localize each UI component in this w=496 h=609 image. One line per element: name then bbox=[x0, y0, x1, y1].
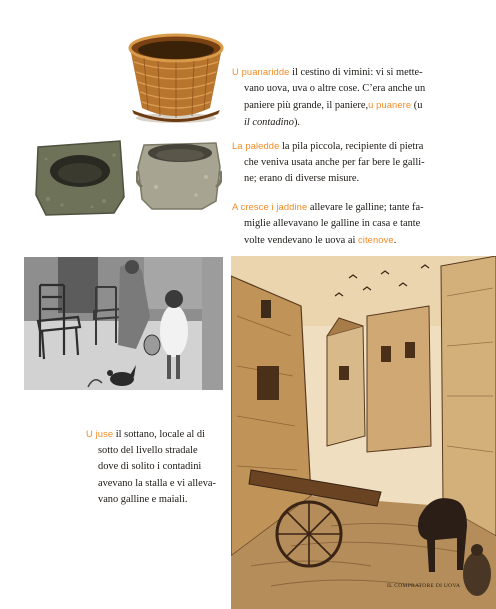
glossary-italic: il contadino bbox=[244, 116, 294, 128]
glossary-term: citenove bbox=[357, 234, 394, 246]
glossary-text: . bbox=[393, 235, 397, 247]
glossary-term: A cresce i jaddine bbox=[232, 201, 308, 212]
glossary-text-line: il sottano, locale al di bbox=[115, 429, 205, 440]
glossary-text-line: paniere più grande, il paniere, bbox=[244, 100, 369, 112]
girl-with-chickens-photo bbox=[24, 257, 223, 390]
glossary-text-line: vano galline e maiali. bbox=[98, 493, 188, 505]
glossary-text-line: volte vendevano le uova ai bbox=[244, 235, 356, 247]
glossary-text-line: vano uova, uva o altre cose. C’era anche un bbox=[244, 83, 426, 95]
glossary-term: U juse bbox=[86, 428, 114, 439]
glossary-term: u puanere bbox=[368, 99, 412, 111]
glossary-text-line: la pila piccola, recipiente di pietra bbox=[282, 141, 424, 152]
glossary-entry-juse bbox=[86, 426, 236, 508]
glossary-text-line: miglie allevavano le galline in casa e tante bbox=[244, 218, 421, 230]
glossary-text-line: dove di solito i contadini bbox=[98, 461, 202, 473]
glossary-entry-paledde bbox=[232, 138, 458, 188]
wicker-basket-image bbox=[124, 28, 228, 124]
glossary-text-line: che veniva usata anche per far bere le galli- bbox=[244, 157, 425, 169]
glossary-entry-puanaridde bbox=[232, 64, 458, 131]
glossary-term: U puanaridde bbox=[232, 66, 290, 77]
glossary-text-line: il cestino di vimini: vi si mette- bbox=[292, 67, 423, 78]
glossary-term: La paledde bbox=[232, 140, 280, 151]
glossary-text-line: sotto del livello stradale bbox=[98, 445, 198, 457]
stone-mortar-light-image bbox=[136, 137, 222, 213]
street-painting bbox=[231, 256, 496, 609]
painting-caption: IL COMPRATORE DI UOVA bbox=[387, 583, 461, 589]
glossary-text-line: ne; erano di diverse misure. bbox=[244, 173, 360, 185]
glossary-entry-cresce-jaddine bbox=[232, 199, 458, 250]
glossary-text: ). bbox=[293, 116, 300, 128]
glossary-text-line: avevano la stalla e vi alleva- bbox=[98, 477, 216, 489]
glossary-text: (u bbox=[413, 100, 423, 112]
glossary-text-line: allevare le galline; tante fa- bbox=[309, 202, 424, 213]
stone-mortar-dark-image bbox=[34, 135, 126, 217]
